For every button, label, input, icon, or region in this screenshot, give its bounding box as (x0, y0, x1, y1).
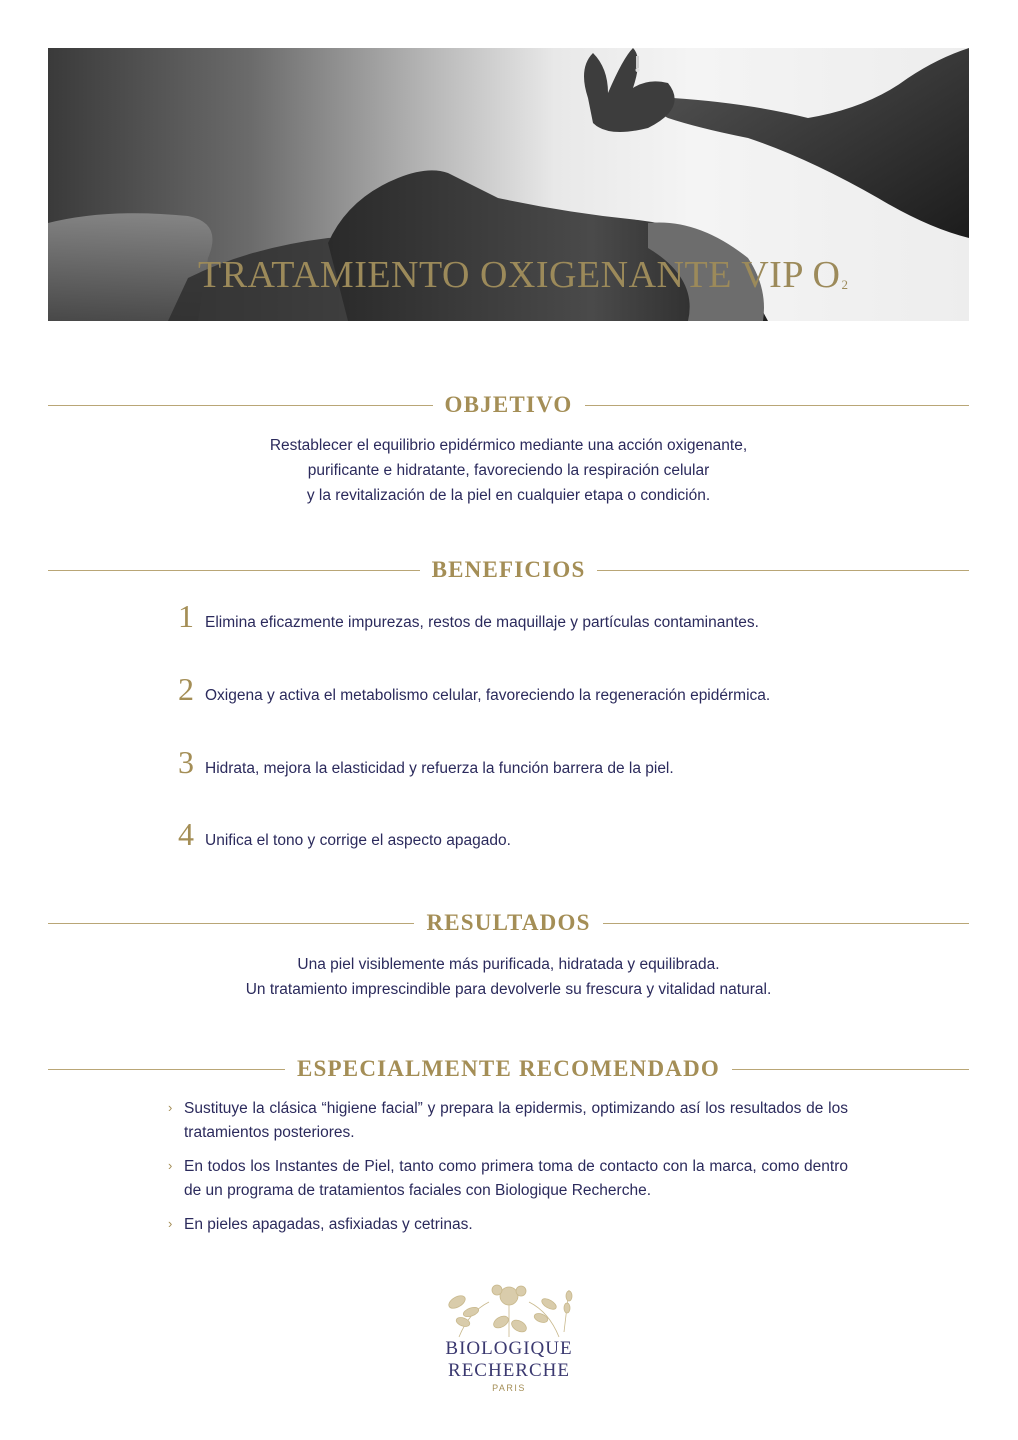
chevron-right-icon: › (168, 1100, 173, 1115)
recommended-item (168, 1213, 848, 1237)
benefit-number: 4 (178, 816, 194, 852)
text-line: y la revitalización de la piel en cualquier etapa o condición. (306, 487, 711, 504)
hero-title: TRATAMIENTO OXIGENANTE VIP O2 (198, 254, 849, 296)
brand-name-line1: BIOLOGIQUE (445, 1338, 573, 1359)
benefit-number: 1 (178, 598, 194, 634)
text-line: Restablecer el equilibrio epidérmico mediante una acción oxigenante, (269, 437, 748, 454)
objetivo-text (48, 433, 969, 508)
benefit-text: Oxigena y activa el metabolismo celular, favoreciendo la regeneración epidérmica. (205, 687, 771, 704)
hero-banner (48, 48, 969, 321)
benefit-text: Unifica el tono y corrige el aspecto apagado. (205, 832, 511, 849)
benefit-item (178, 744, 674, 781)
section-title: ESPECIALMENTE RECOMENDADO (297, 1056, 720, 1081)
brand-city: PARIS (492, 1383, 526, 1393)
section-title: BENEFICIOS (431, 557, 586, 582)
text-line: purificante e hidratante, favoreciendo la respiración celular (307, 462, 710, 479)
benefit-text: Elimina eficazmente impurezas, restos de maquillaje y partículas contaminantes. (205, 614, 759, 631)
botanical-emblem-icon (429, 1282, 589, 1340)
recommended-item (168, 1155, 848, 1203)
recommended-text: En todos los Instantes de Piel, tanto como primera toma de contacto con la marca, como dentro de un programa de tratamientos faciales con Biologique Recherche. (184, 1158, 848, 1199)
section-header-beneficios (48, 555, 969, 585)
divider-line (585, 405, 970, 406)
divider-line (48, 923, 414, 924)
section-title: RESULTADOS (426, 910, 591, 935)
benefit-text: Hidrata, mejora la elasticidad y refuerza la función barrera de la piel. (205, 760, 674, 777)
section-header-resultados (48, 908, 969, 938)
benefit-item (178, 598, 759, 635)
divider-line (597, 570, 969, 571)
benefit-item (178, 671, 770, 708)
text-line: Una piel visiblemente más purificada, hidratada y equilibrada. (297, 956, 720, 973)
chevron-right-icon: › (168, 1216, 173, 1231)
brand-name-line2: RECHERCHE (448, 1360, 570, 1381)
brand-logo (409, 1282, 609, 1393)
recommended-text: Sustituye la clásica “higiene facial” y prepara la epidermis, optimizando así los resultados de los tratamientos posteriores. (184, 1100, 848, 1141)
benefit-number: 2 (178, 671, 194, 707)
recommended-text: En pieles apagadas, asfixiadas y cetrinas. (184, 1216, 473, 1233)
hero-title-subscript: 2 (841, 277, 849, 292)
resultados-text (48, 952, 969, 1002)
text-line: Un tratamiento imprescindible para devolverle su frescura y vitalidad natural. (245, 981, 772, 998)
section-header-recomendado (48, 1054, 969, 1084)
divider-line (732, 1069, 969, 1070)
recommended-item (168, 1097, 848, 1145)
divider-line (48, 570, 420, 571)
chevron-right-icon: › (168, 1158, 173, 1173)
section-title: OBJETIVO (444, 392, 573, 417)
divider-line (603, 923, 969, 924)
benefit-number: 3 (178, 744, 194, 780)
divider-line (48, 405, 433, 406)
benefit-item (178, 816, 511, 853)
divider-line (48, 1069, 285, 1070)
section-header-objetivo (48, 390, 969, 420)
